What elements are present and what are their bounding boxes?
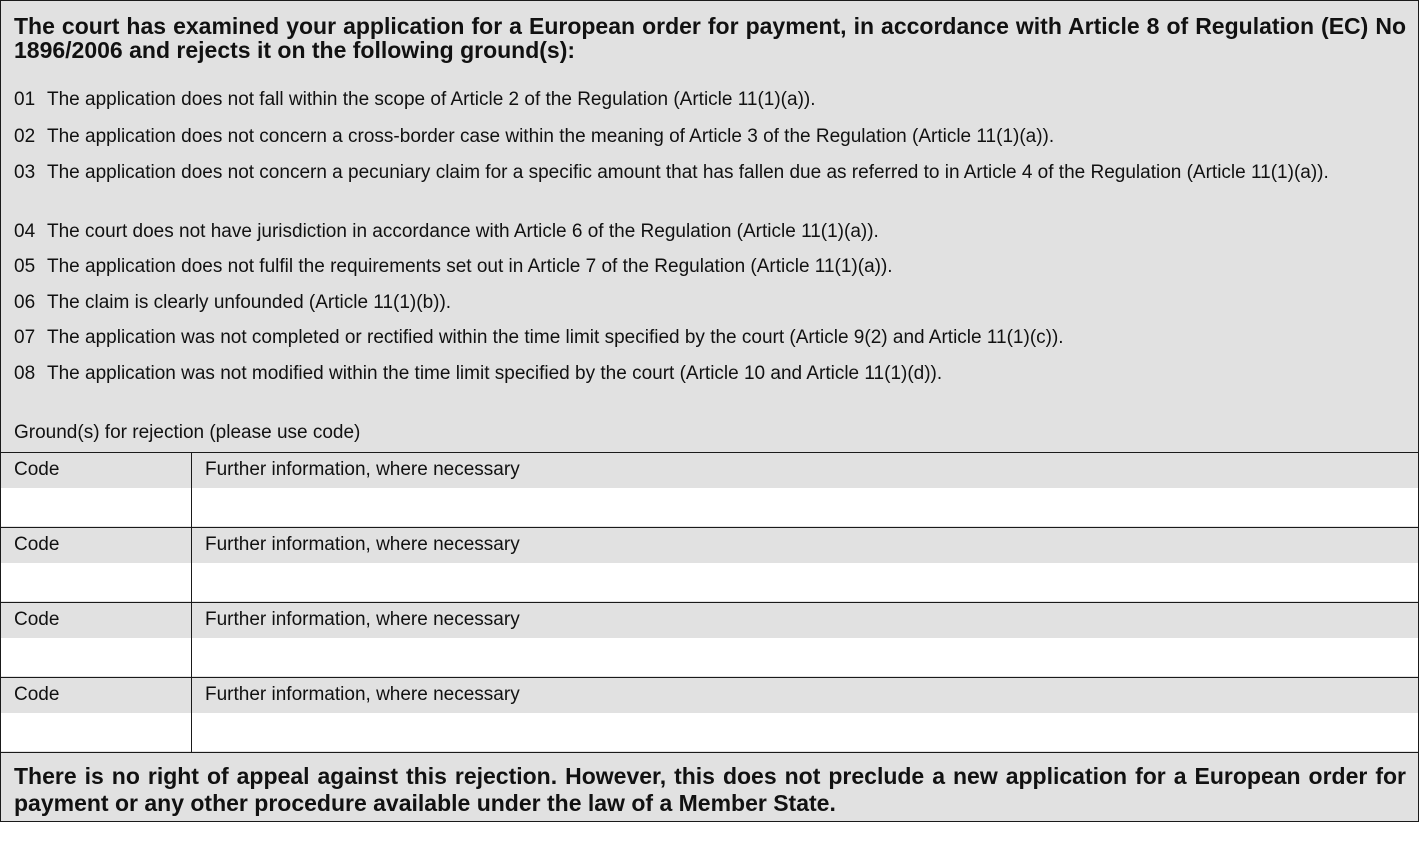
- ground-item: [14, 125, 1406, 149]
- ground-code: 02: [14, 126, 36, 147]
- form-footer: [1, 752, 1418, 821]
- rejection-row-fields: [1, 638, 1418, 676]
- ground-text: The application does not fall within the scope of Article 2 of the Regulation (Article 11(1)(a)).: [47, 89, 816, 110]
- further-info-label: Further information, where necessary: [205, 534, 520, 555]
- ground-code: 04: [14, 221, 36, 242]
- rejection-row-header: [1, 602, 1418, 638]
- ground-text: The application does not concern a cross-border case within the meaning of Article 3 of the Regulation (Article 11(1)(a)).: [47, 126, 1055, 147]
- ground-text: The claim is clearly unfounded (Article 11(1)(b)).: [47, 292, 452, 313]
- appeal-notice: There is no right of appeal against this rejection. However, this does not preclude a new application for a European order for payment or any other procedure available under the law of a Member State.: [14, 763, 1406, 816]
- ground-code: 05: [14, 256, 36, 277]
- ground-code: 03: [14, 162, 36, 183]
- further-info-label: Further information, where necessary: [205, 459, 520, 480]
- ground-code: 01: [14, 89, 36, 110]
- rejection-row-header: [1, 452, 1418, 488]
- ground-text: The application was not completed or rectified within the time limit specified by the court (Article 9(2) and Article 11(1)(c)).: [47, 327, 1064, 348]
- code-label: Code: [14, 684, 60, 705]
- ground-item: [14, 220, 1406, 244]
- ground-item: [14, 362, 1406, 386]
- ground-text: The application was not modified within the time limit specified by the court (Article 10 and Article 11(1)(d)).: [47, 363, 943, 384]
- rejection-prompt: Ground(s) for rejection (please use code): [14, 422, 361, 443]
- rejection-row-fields: [1, 563, 1418, 601]
- ground-item: [14, 326, 1406, 350]
- ground-item: [14, 255, 1406, 279]
- ground-item: [14, 291, 1406, 315]
- code-label: Code: [14, 534, 60, 555]
- rejection-row-fields: [1, 713, 1418, 751]
- code-label: Code: [14, 459, 60, 480]
- rejection-row-fields: [1, 488, 1418, 526]
- ground-text: The court does not have jurisdiction in accordance with Article 6 of the Regulation (Article 11(1)(a)).: [47, 221, 879, 242]
- ground-text: The application does not concern a pecuniary claim for a specific amount that has fallen due as referred to in Article 4 of the Regulation (Article 11(1)(a)).: [47, 162, 1329, 183]
- ground-code: 07: [14, 327, 36, 348]
- rejection-row-header: [1, 677, 1418, 713]
- column-divider: [191, 452, 192, 752]
- code-label: Code: [14, 609, 60, 630]
- ground-item: [14, 161, 1406, 185]
- further-info-label: Further information, where necessary: [205, 609, 520, 630]
- ground-text: The application does not fulfil the requirements set out in Article 7 of the Regulation (Article 11(1)(a)).: [47, 256, 893, 277]
- rejection-row-header: [1, 527, 1418, 563]
- further-info-label: Further information, where necessary: [205, 684, 520, 705]
- ground-item: [14, 88, 1406, 112]
- ground-code: 08: [14, 363, 36, 384]
- ground-code: 06: [14, 292, 36, 313]
- form-header: The court has examined your application for a European order for payment, in accordance with Article 8 of Regulation (EC) No 1896/2006 and rejects it on the following ground(s):: [14, 13, 1406, 63]
